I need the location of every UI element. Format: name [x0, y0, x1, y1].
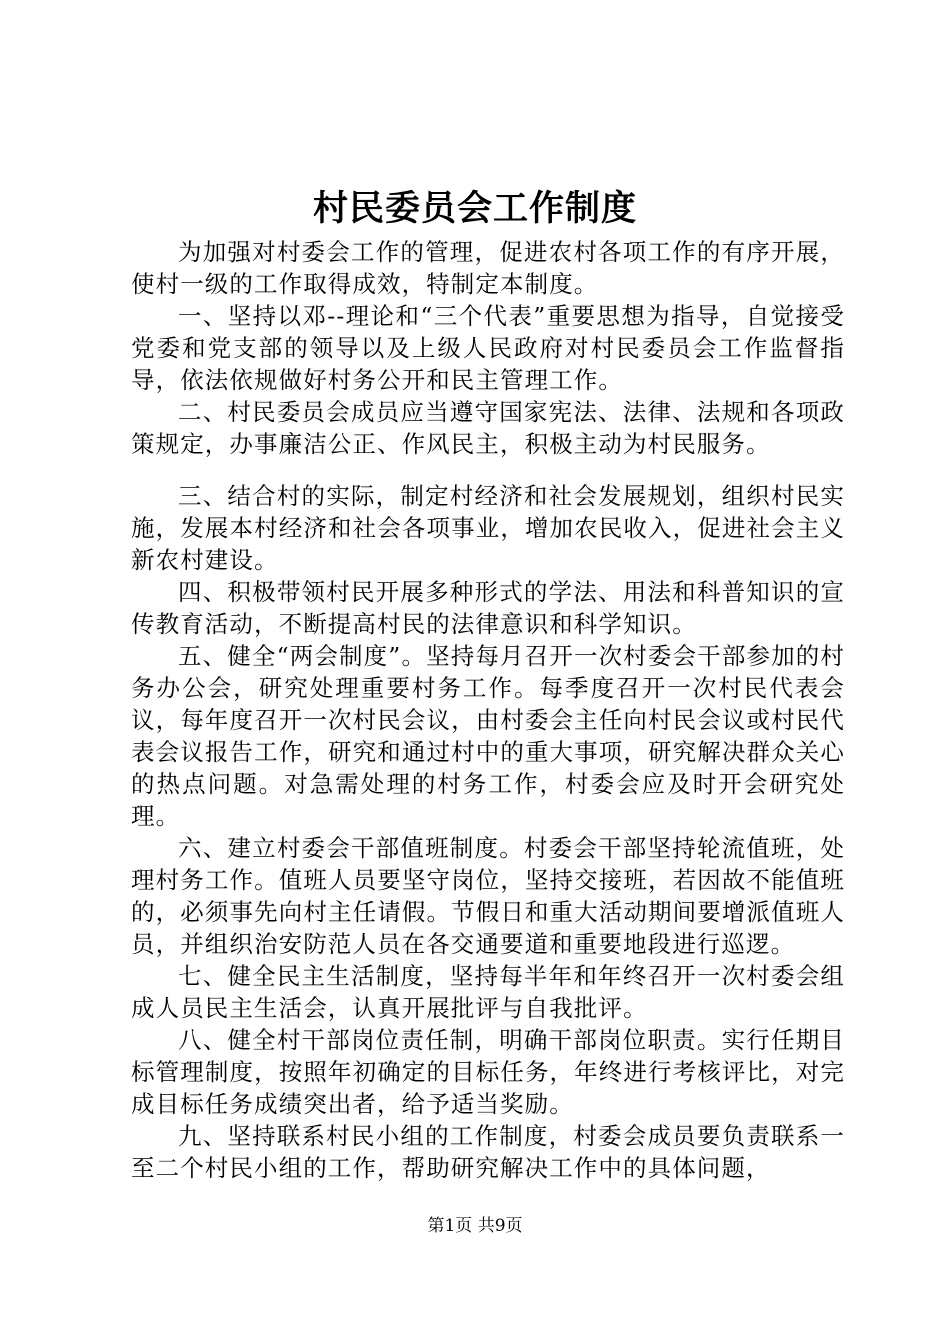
paragraph-item-6: 六、建立村委会干部值班制度。村委会干部坚持轮流值班，处理村务工作。值班人员要坚守岗位，坚持交接班，若因故不能值班的，必须事先向村主任请假。节假日和重大活动期间要增派值班人员，并组织治安防范人员在各交通要道和重要地段进行巡逻。: [131, 834, 845, 958]
paragraph-item-3: 三、结合村的实际，制定村经济和社会发展规划，组织村民实施，发展本村经济和社会各项事业，增加农民收入，促进社会主义新农村建设。: [131, 482, 845, 574]
paragraph-item-5: 五、健全“两会制度”。坚持每月召开一次村委会干部参加的村务办公会，研究处理重要村务工作。每季度召开一次村民代表会议，每年度召开一次村民会议，由村委会主任向村民会议或村民代表会议报告工作，研究和通过村中的重大事项，研究解决群众关心的热点问题。对急需处理的村务工作，村委会应及时开会研究处理。: [131, 642, 845, 830]
document-title: 村民委员会工作制度: [312, 188, 637, 229]
paragraph-item-2: 二、村民委员会成员应当遵守国家宪法、法律、法规和各项政策规定，办事廉洁公正、作风民主，积极主动为村民服务。: [131, 398, 845, 458]
paragraph-item-4: 四、积极带领村民开展多种形式的学法、用法和科普知识的宣传教育活动，不断提高村民的法律意识和科学知识。: [131, 578, 845, 638]
page-number-footer: 第1页 共9页: [427, 1216, 523, 1236]
paragraph-item-8: 八、健全村干部岗位责任制，明确干部岗位职责。实行任期目标管理制度，按照年初确定的目标任务，年终进行考核评比，对完成目标任务成绩突出者，给予适当奖励。: [131, 1026, 845, 1118]
paragraph-item-1: 一、坚持以邓--理论和“三个代表”重要思想为指导，自觉接受党委和党支部的领导以及上级人民政府对村民委员会工作监督指导，依法依规做好村务公开和民主管理工作。: [131, 302, 845, 394]
paragraph-item-9: 九、坚持联系村民小组的工作制度，村委会成员要负责联系一至二个村民小组的工作，帮助研究解决工作中的具体问题，: [131, 1122, 845, 1182]
paragraph-intro: 为加强对村委会工作的管理，促进农村各项工作的有序开展，使村一级的工作取得成效，特制定本制度。: [131, 238, 845, 298]
paragraph-item-7: 七、健全民主生活制度，坚持每半年和年终召开一次村委会组成人员民主生活会，认真开展批评与自我批评。: [131, 962, 845, 1022]
document-body: [131, 236, 845, 1184]
